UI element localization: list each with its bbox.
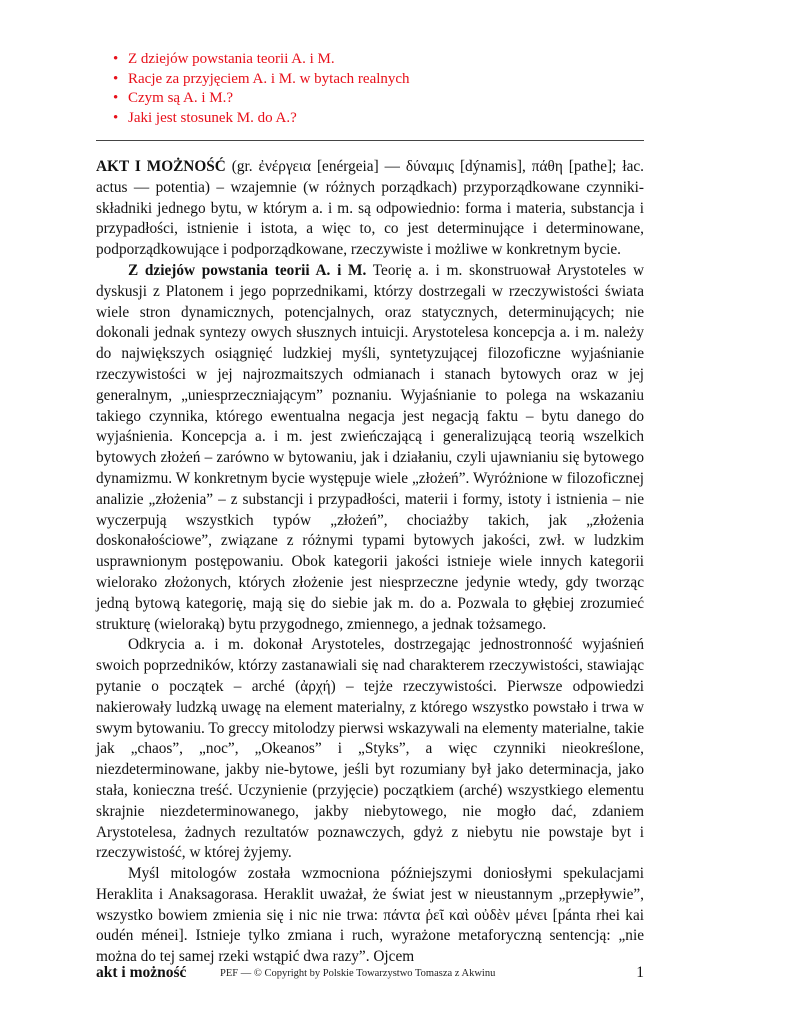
history-text: Teorię a. i m. skonstruował Arystoteles w dyskusji z Platonem i jego poprzednikami, którzy dostrzegali w rzeczywistości świata wiele stron dynamicznych, potencjalnych, oraz statycznych, determinujących; nie dokonali jednak syntezy owych słusznych intuicji. Arystotelesa koncepcja a. i m. należy do największych osiągnięć ludzkiej myśli, syntetyzującej filozoficzne wyjaśnianie rzeczywistości w jej najrozmaitszych odmianach i stanach bytowych oraz w jej generalnym, „uniesprzeczniającym” poznaniu. Wyjaśnianie to polega na wskazaniu takiego czynnika, którego ewentualna negacja jest negacją faktu – bytu danego do wyjaśnienia. Koncepcja a. i m. jest zwieńczającą i generalizującą teorią wszelkich bytowych złożeń – zarówno w bytowaniu, jak i działaniu, czyli ujawnianiu się bytowego dynamizmu. W konkretnym bycie występuje wiele „złożeń”. Wyróżnione w filozoficznej analizie „złożenia” – z substancji i przypadłości, materii i formy, istoty i istnienia – nie wyczerpują wszystkich typów „złożeń”, chociażby takich, jak „złożenia doskonałościowe”, związane z różnymi typami bytowych jakości, zwł. w ludzkim usprawnionym postępowaniu. Obok kategorii jakości istnieje wiele innych kategorii wielorako złożonych, których złożenie jest niesprzeczne jedynie wtedy, gdy tworząc jedną bytową kategorię, mają się do siebie jak m. do a. Pozwala to głębiej zrozumieć strukturę (wieloraką) bytu przygodnego, zmiennego, a jednak tożsamego.: [96, 261, 644, 633]
discovery-paragraph: Odkrycia a. i m. dokonał Arystoteles, dostrzegając jednostronność wyjaśnień swoich poprzedników, którzy zastanawiali się nad charakterem rzeczywistości, stawiając pytanie o początek – arché (ἀρχή) – tejże rzeczywistości. Pierwsze odpowiedzi nakierowały ludzką uwagę na element materialny, z którego wszystko powstało i trwa w swym bytowaniu. To greccy mitolodzy pierwsi wskazywali na elementy materialne, takie jak „chaos”, „noc”, „Okeanos” i „Styks”, a więc czynniki nieokreślone, niezdeterminowane, jakby nie-bytowe, jeśli byt rozumiany był jako determinacja, jako stała, konieczna treść. Uczynienie (przyjęcie) początkiem (arché) wszystkiego elementu skrajnie niezdeterminowanego, jakby niebytowego, nie mogło dać, zdaniem Arystotelesa, żadnych rezultatów poznawczych, gdyż z niebytu nie powstaje byt i rzeczywistość, w której żyjemy.: [96, 636, 644, 862]
article-headword: AKT I MOŻNOŚĆ: [96, 158, 226, 175]
toc-link-relation[interactable]: Jaki jest stosunek M. do A.?: [128, 109, 297, 126]
horizontal-divider: [96, 140, 644, 141]
toc-link-what-are[interactable]: Czym są A. i M.?: [128, 90, 233, 106]
toc-link-history[interactable]: Z dziejów powstania teorii A. i M.: [128, 51, 335, 67]
table-of-contents: [110, 50, 410, 128]
page-footer: [96, 964, 644, 986]
page-number: 1: [636, 964, 644, 981]
article-body: [96, 157, 644, 968]
section-heading: Z dziejów powstania teorii A. i M.: [128, 261, 367, 279]
toc-item[interactable]: [110, 89, 410, 109]
footer-copyright: PEF — © Copyright by Polskie Towarzystwo Tomasza z Akwinu: [220, 968, 496, 979]
toc-item[interactable]: [110, 50, 410, 70]
intro-text: (gr. ἐνέργεια [enérgeia] — δύναμις [dýnamis], πάθη [pathe]; łac. actus — potentia) – wzajemnie (w różnych porządkach) przyporządkowane czynniki-składniki jednego bytu, w którym a. i m. są odpowiednio: forma i materia, substancja i przypadłości, istnienie i istota, a więc to, co jest determinujące i determinowane, podporządkowujące i podporządkowane, rzeczywiste i możliwe w konkretnym bycie.: [96, 158, 644, 259]
toc-item[interactable]: [110, 109, 410, 129]
intro-paragraph: [96, 157, 644, 261]
history-paragraph: [96, 261, 644, 635]
footer-title: akt i możność: [96, 964, 187, 981]
toc-item[interactable]: [110, 70, 410, 90]
toc-link-reasons[interactable]: Racje za przyjęciem A. i M. w bytach realnych: [128, 70, 410, 87]
mythologists-paragraph: Myśl mitologów została wzmocniona późniejszymi doniosłymi spekulacjami Heraklita i Anaksagorasa. Heraklit uważał, że świat jest w nieustannym „przepływie”, wszystko bowiem zmienia się i nic nie trwa: πάντα ῥεῖ καὶ οὐδὲν μένει [pánta rhei kai oudén ménei]. Istnieje tylko zmiana i ruch, wyrażone metaforyczną sentencją: „nie można do tej samej rzeki wstąpić dwa razy”. Ojcem: [96, 865, 644, 966]
